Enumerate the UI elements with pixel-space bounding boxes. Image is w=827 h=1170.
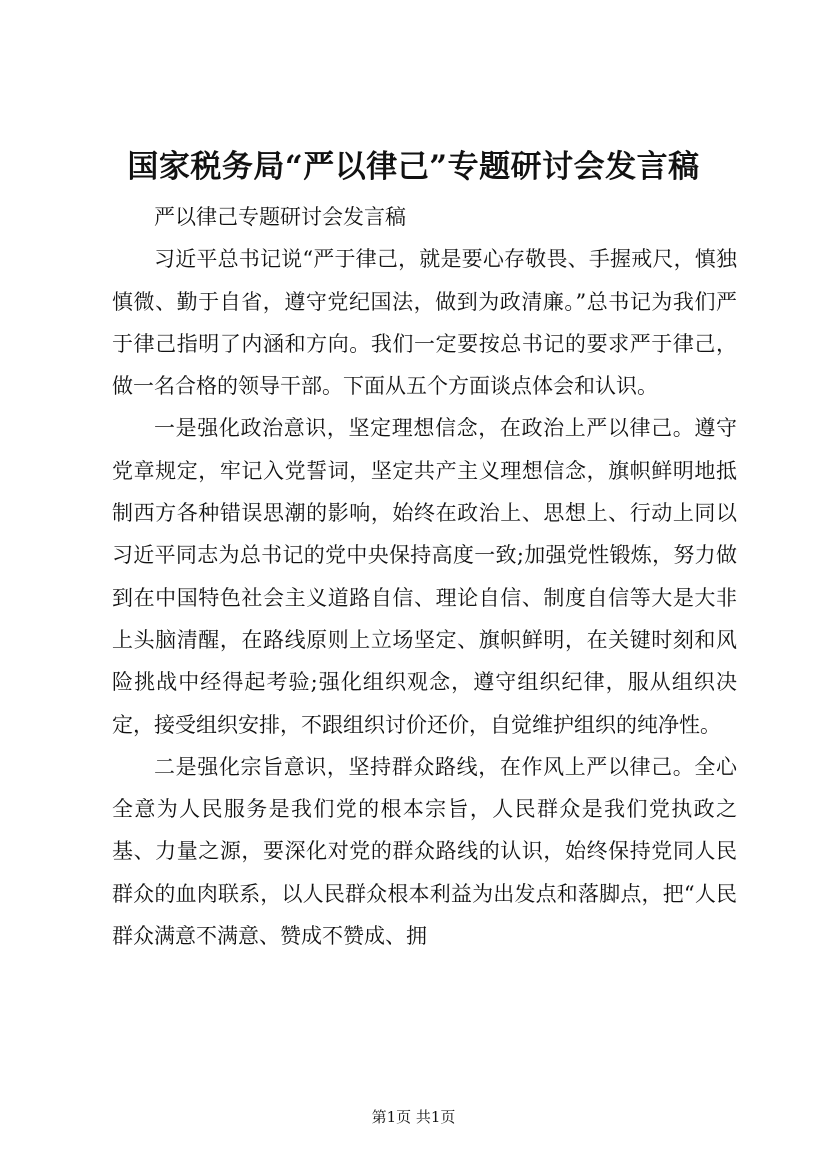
document-title: 国家税务局“严以律己”专题研讨会发言稿 (127, 149, 700, 185)
paragraph: 二是强化宗旨意识，坚持群众路线，在作风上严以律己。全心全意为人民服务是我们党的根本宗旨，人民群众是我们党执政之基、力量之源，要深化对党的群众路线的认识，始终保持党同人民群众的血肉联系，以人民群众根本利益为出发点和落脚点，把“人民群众满意不满意、赞成不赞成、拥 (112, 754, 737, 949)
document-body (112, 196, 737, 957)
page-footer: 第1页 共1页 (371, 1108, 456, 1126)
paragraph: 一是强化政治意识，坚定理想信念，在政治上严以律己。遵守党章规定，牢记入党誓词，坚定共产主义理想信念，旗帜鲜明地抵制西方各种错误思潮的影响，始终在政治上、思想上、行动上同以习近平同志为总书记的党中央保持高度一致;加强党性锻炼，努力做到在中国特色社会主义道路自信、理论自信、制度自信等大是大非上头脑清醒，在路线原则上立场坚定、旗帜鲜明，在关键时刻和风险挑战中经得起考验;强化组织观念，遵守组织纪律，服从组织决定，接受组织安排，不跟组织讨价还价，自觉维护组织的纯净性。 (112, 416, 737, 737)
paragraph: 习近平总书记说“严于律己，就是要心存敬畏、手握戒尺，慎独慎微、勤于自省，遵守党纪国法，做到为政清廉。”总书记为我们严于律己指明了内涵和方向。我们一定要按总书记的要求严于律己，做一名合格的领导干部。下面从五个方面谈点体会和认识。 (112, 247, 737, 399)
paragraph-subtitle: 严以律己专题研讨会发言稿 (154, 205, 406, 229)
